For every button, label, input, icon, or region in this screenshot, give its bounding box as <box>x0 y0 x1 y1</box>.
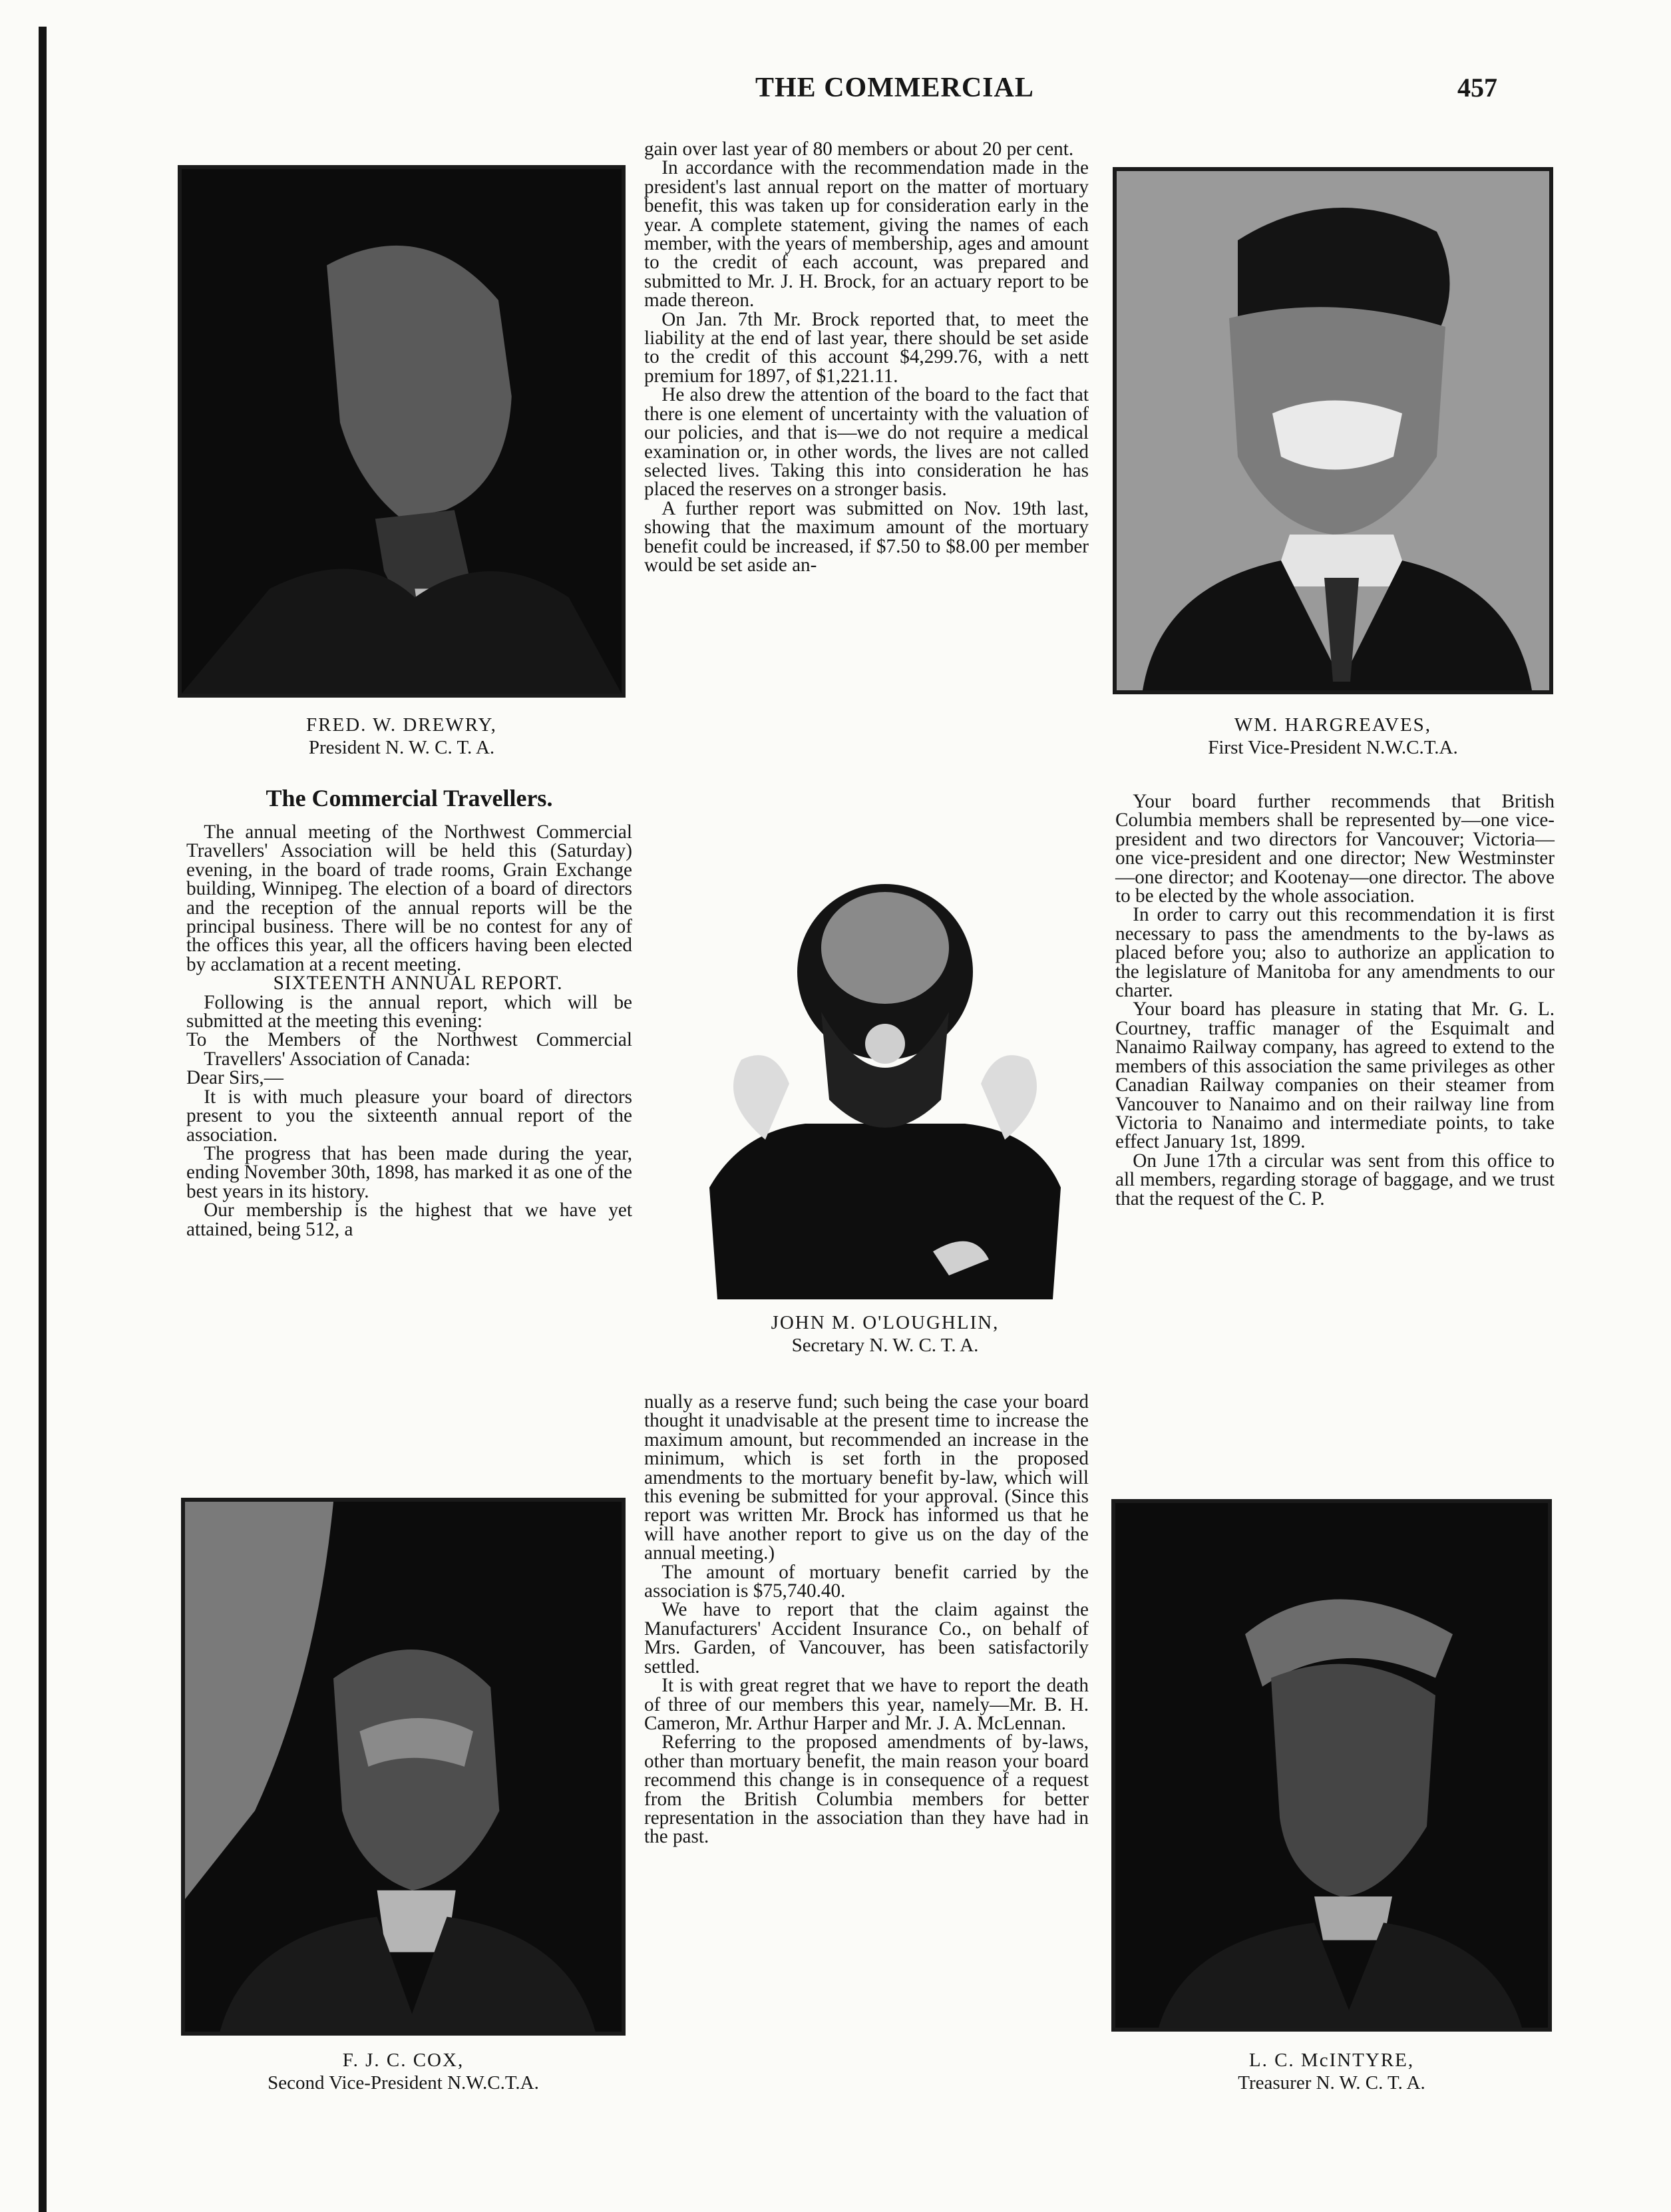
paragraph: The amount of mortuary benefit carried by the association is $75,740.40. <box>644 1561 1089 1602</box>
caption-title: Treasurer N. W. C. T. A. <box>1238 2072 1425 2094</box>
page-header <box>0 72 1671 112</box>
caption-oloughlin <box>685 1311 1085 1357</box>
paragraph: Your board further recommends that British Columbia members shall be represented by—one vice-president and two directors for Vancouver; Victoria—one vice-president and one director; New Westminster—one director; and Kootenay—one director. The above to be elected by the whole association. <box>1115 791 1555 907</box>
caption-name: L. C. McINTYRE, <box>1248 2050 1415 2071</box>
journal-title: THE COMMERCIAL <box>755 73 1034 103</box>
middle-column-top <box>644 140 1089 574</box>
paragraph: The progress that has been made during the year, ending November 30th, 1898, has marked it as one of the best years in its history. <box>186 1142 632 1202</box>
portrait-hargreaves <box>1113 167 1553 694</box>
portrait-oloughlin <box>685 860 1085 1299</box>
paragraph: Our membership is the highest that we have yet attained, being 512, a <box>186 1200 632 1240</box>
paragraph: In order to carry out this recommendation it is first necessary to pass the amendments to the by-laws as placed before you; also to authorize an application to the legislature of Manitoba for any amendments to our charter. <box>1115 904 1555 1002</box>
caption-title: President N. W. C. T. A. <box>308 737 495 758</box>
portrait-cox <box>181 1498 626 2036</box>
article-subheading: SIXTEENTH ANNUAL REPORT. <box>273 973 563 995</box>
portrait-drewry <box>178 165 626 698</box>
paragraph: He also drew the attention of the board to the fact that there is one element of uncertainty with the valuation of our policies, and that is—we do not require a medical examination or, in other words, the lives are not called selected lives. Taking this into consideration he has placed the reserves on a stronger basis. <box>644 384 1089 501</box>
paragraph: We have to report that the claim against the Manufacturers' Accident Insurance Co., on behalf of Mrs. Garden, of Vancouver, has been satisfactorily settled. <box>644 1599 1089 1677</box>
paragraph: It is with much pleasure your board of directors present to you the sixteenth annual report of the association. <box>186 1086 632 1146</box>
binding-edge <box>39 27 47 2212</box>
caption-title: Secretary N. W. C. T. A. <box>791 1335 979 1356</box>
caption-cox <box>181 2049 626 2094</box>
portrait-mcintyre <box>1111 1499 1552 2032</box>
caption-mcintyre <box>1111 2049 1552 2094</box>
paragraph: It is with great regret that we have to report the death of three of our members this year, namely—Mr. B. H. Cameron, Mr. Arthur Harper and Mr. J. A. McLennan. <box>644 1675 1089 1734</box>
right-column <box>1115 792 1555 1208</box>
caption-name: WM. HARGREAVES, <box>1234 714 1432 736</box>
paragraph: Referring to the proposed amendments of by-laws, other than mortuary benefit, the main reason your board recommend this change is in consequence of a request from the British Columbia members for better representation in the association than they have had in the past. <box>644 1731 1089 1848</box>
paragraph: On Jan. 7th Mr. Brock reported that, to meet the liability at the end of last year, there should be set aside to the credit of this account $4,299.76, with a nett premium for 1897, of $1,221.11. <box>644 308 1089 387</box>
paragraph: gain over last year of 80 members or about 20 per cent. <box>644 138 1074 160</box>
caption-name: FRED. W. DREWRY, <box>306 714 497 736</box>
paragraph: On June 17th a circular was sent from this office to all members, regarding storage of baggage, and we trust that the request of the C. P. <box>1115 1150 1555 1210</box>
paragraph: To the Members of the Northwest Commercial Travellers' Association of Canada: <box>186 1029 632 1070</box>
page-number: 457 <box>1457 73 1497 103</box>
paragraph: A further report was submitted on Nov. 19th last, showing that the maximum amount of the mortuary benefit could be increased, if $7.50 to $8.00 per member would be set aside an- <box>644 497 1089 576</box>
paragraph: In accordance with the recommendation made in the president's last annual report on the matter of mortuary benefit, this was taken up for consideration early in the year. A complete statement, giving the names of each member, with the years of membership, ages and amount to the credit of each account, was prepared and submitted to Mr. J. H. Brock, for an actuary report to be made thereon. <box>644 157 1089 312</box>
middle-column-bottom <box>644 1393 1089 1847</box>
paragraph: Your board has pleasure in stating that Mr. G. L. Courtney, traffic manager of the Esquimalt and Nanaimo Railway company, has agreed to extend to the members of this association the same privileges as other Canadian Railway companies on their steamer from Vancouver to Nanaimo and on their railway line from Victoria to Nanaimo and intermediate points, to take effect January 1st, 1899. <box>1115 998 1555 1153</box>
paragraph: Dear Sirs,— <box>186 1067 283 1089</box>
caption-hargreaves <box>1113 714 1553 759</box>
left-column <box>186 823 632 1239</box>
article-heading: The Commercial Travellers. <box>266 785 553 811</box>
caption-name: F. J. C. COX, <box>342 2050 464 2071</box>
paragraph: The annual meeting of the Northwest Commercial Travellers' Association will be held this (Saturday) evening, in the board of trade rooms, Grain Exchange building, Winnipeg. The election of a board of directors and the reception of the annual reports will be the principal business. There will be no contest for any of the offices this year, all the officers having been elected by acclamation at a recent meeting. <box>186 821 632 975</box>
paragraph: nually as a reserve fund; such being the case your board thought it unadvisable at the present time to increase the maximum amount, but recommended an increase in the minimum, which is set forth in the proposed amendments to the mortuary benefit by-law, which will this evening be submitted for your approval. (Since this report was written Mr. Brock has informed us that he will have another report to give us on the day of the annual meeting.) <box>644 1391 1089 1564</box>
caption-title: First Vice-President N.W.C.T.A. <box>1208 737 1458 758</box>
paragraph: Following is the annual report, which will be submitted at the meeting this evening: <box>186 991 632 1032</box>
caption-drewry <box>178 714 626 759</box>
caption-name: JOHN M. O'LOUGHLIN, <box>771 1312 1000 1333</box>
caption-title: Second Vice-President N.W.C.T.A. <box>268 2072 539 2094</box>
